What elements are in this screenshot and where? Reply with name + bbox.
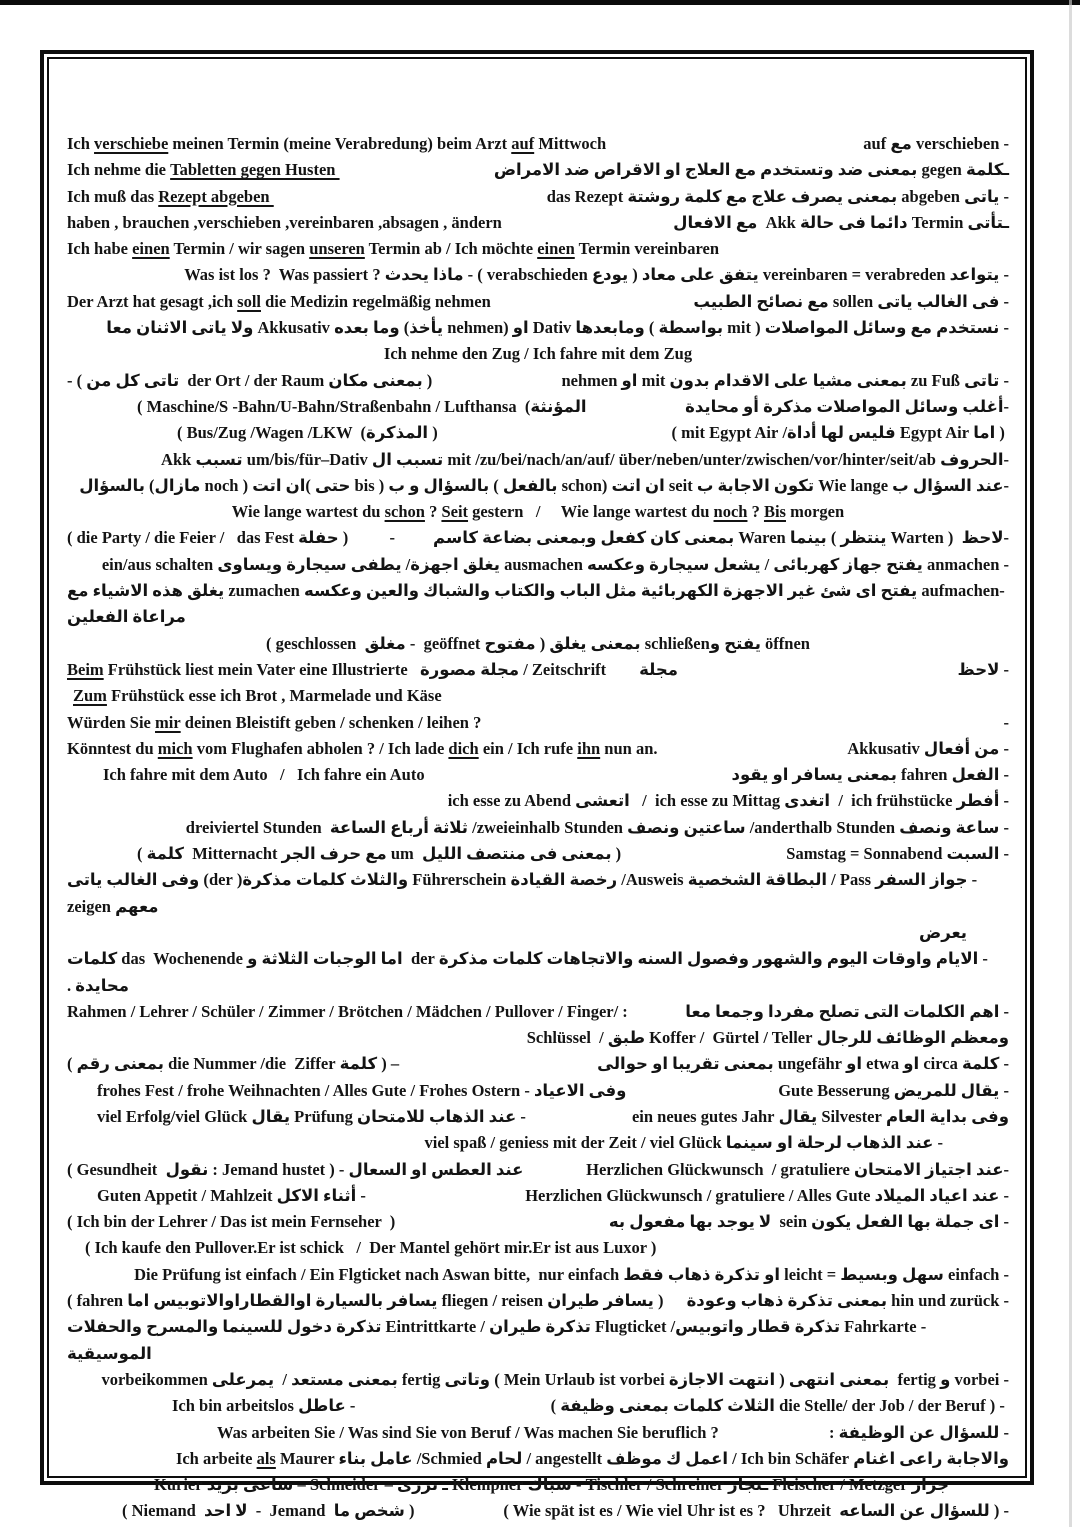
text-segment: - ( die Stelle/ der Job / der Beruf الثلاث كلمات بمعنى وظيفة ) [550,1396,1005,1416]
text-segment: Beim [67,659,104,679]
text-segment [1005,1396,1009,1415]
text-line [67,1130,1009,1156]
text-segment: ( Bus/Zug /Wagen /LKW (المذكرة ) [177,423,438,443]
text-line [67,1262,1009,1288]
text-segment: ( كلمة Mitternacht مع حرف الجر um بمعنى فى منتصف الليل ) [137,844,622,864]
document-inner-border [47,57,1027,1521]
text-line [67,841,1009,867]
text-group [154,1472,949,1498]
text-segment: - يقال للمريض [893,1080,1009,1100]
text-line [67,920,1009,946]
text-segment: ein / Ich rufe [478,738,578,758]
text-line [67,657,1009,683]
scan-edge-top [0,0,1080,5]
text-line [67,1157,1009,1183]
text-group [527,1025,1009,1051]
text-segment: - [1003,712,1009,732]
text-segment: Könntest du [67,738,158,758]
text-line [67,710,1009,736]
text-segment: -aufmachen يفتح اى شئ غير الاجهزة الكهربائية مثل الباب والكتاب والشباك والعين وعكسه zumachen يغلق هذه الاشياء مع مراعاة الفعلين [67,581,1009,627]
text-segment: -الحروف mit /zu/bei/nach/an/auf/ über/neben/unter/zwischen/vor/hinter/seit/ab تسبب ال um/bis/für–Dativ تسبب Akk [161,449,1009,469]
text-group [786,841,1009,867]
text-group [137,394,587,420]
text-segment: Tabletten gegen Husten [170,160,340,180]
text-group [433,525,1009,551]
text-segment: Ich nehme die [67,160,171,180]
text-group [1004,710,1010,736]
text-group [67,236,719,262]
text-segment: soll [237,291,261,311]
text-line [67,210,1009,236]
text-line [67,1025,1009,1051]
text-group [134,1262,1009,1288]
text-segment: ـكلمة gegen بمعنى ضد وتستخدم مع العلاج او الاقراص ضد الامراض [493,160,1009,180]
text-line [67,1472,1009,1498]
text-group [67,999,628,1025]
text-line [67,184,1009,210]
text-segment: Seit [441,502,469,522]
text-line [67,315,1009,341]
text-group [97,1183,366,1209]
text-group [597,1051,1009,1077]
text-segment: deinen Bleistift geben / schenken / leihen ? [180,712,482,732]
text-group [586,1157,1009,1183]
text-segment: Frühstück liest mein Vater eine Illustrierte مجلة مصورة / Zeitschrift مجلة [103,659,679,679]
text-segment: Termin ab / Ich möchte [364,239,538,259]
text-line [67,736,1009,762]
text-line [67,525,1009,551]
text-group [172,1393,355,1419]
text-group [67,184,274,210]
text-group [67,710,481,736]
text-segment: meinen Termin (meine Verabredung) beim Arzt [168,134,512,153]
text-segment: ( Gesundheit نقول : Jemand hustet ) - عند العطس او السعال [67,1159,524,1179]
text-line [67,1288,1009,1314]
text-line [67,1393,1009,1419]
text-line [67,1498,1009,1524]
text-line [67,946,1009,999]
text-line [67,1235,1009,1261]
text-group [97,1078,626,1104]
text-segment: Zum [73,686,107,706]
text-segment: als [256,1448,276,1468]
text-group [97,1104,526,1130]
text-segment: Herzlichen Glückwunsch / gratuliere / Alles Gute [525,1185,871,1205]
text-group [67,157,340,183]
text-group [494,157,1009,183]
text-segment: noch [713,502,748,522]
text-line [67,1078,1009,1104]
text-segment: ? [424,502,442,522]
text-group [551,1393,1009,1419]
text-segment: ( die Party / die Feier / das Fest حفلة ) - [67,528,395,548]
text-line [67,867,1009,920]
text-group [919,920,967,946]
text-line [67,447,1009,473]
text-segment: dich [448,738,479,758]
text-group [176,1446,1009,1472]
text-segment [1005,423,1009,442]
text-group [547,184,1009,210]
text-line [67,788,1009,814]
text-segment: - عند الذهاب لرحلة او سينما viel spaß / geniess mit der Zeit / viel Glück [424,1133,943,1153]
text-line [67,552,1009,578]
text-group [106,315,1009,341]
text-segment: - Fahrkarte تذكرة قطار واتوبيس/ Flugticket تذكرة طيران / Eintrittkarte تذكرة دخول للسينما والمسرح والحفلات الموسيقية [67,1317,931,1363]
text-line [67,420,1009,446]
text-segment: ihn [577,738,601,758]
text-segment: ( Niemand لا احد - Jemand شخص ما ) [122,1501,415,1521]
text-line [67,1104,1009,1130]
text-segment: Ich nehme den Zug / Ich fahre mit dem Zug [383,344,693,364]
text-segment: - اى جملة بها الفعل يكون sein لا يوجد بها مفعول به [608,1212,1009,1232]
text-segment: - اهم الكلمات التى تصلح مفردا وجمعا معا [685,1001,1009,1021]
text-segment: ( Ich kaufe den Pullover.Er ist schick / Der Mantel gehört mir.Er ist aus Luxor ) [85,1238,657,1258]
text-group [685,394,1009,420]
text-segment: - hin und zurück بمعنى تذكرة ذهاب وعودة [686,1291,1009,1311]
text-group [503,1498,1009,1524]
text-segment: - جواز السفر Pass / البطاقة الشخصية Ausweis/ رخصة القيادة Führerschein والثلاث كلمات مذكرة( der) وفى الغالب ياتى معهم zeigen [67,870,982,916]
text-line [67,1051,1009,1077]
text-segment: ( اما Egypt Air فليس لها أداة/ mit Egypt Air ) [671,423,1005,443]
text-group [958,657,1009,683]
text-group [67,1209,395,1235]
text-group [67,1157,523,1183]
text-group [85,1235,656,1261]
text-group [122,1498,415,1524]
text-line [67,394,1009,420]
text-line [67,236,1009,262]
text-segment: morgen [785,502,845,522]
text-segment: - للسؤال عن الوظيفة : [828,1422,1009,1442]
text-group [67,1051,399,1077]
text-segment: Ich habe [67,239,133,259]
text-segment: Mittwoch [534,134,607,153]
text-group [778,1078,1009,1104]
text-segment: - يتواعد vereinbaren = verabreden يتفق على معاد ( يودع verabschieden ) - ماذا يحدث ? Was ist los ? Was passiert [184,265,1009,285]
text-segment: - كلمة circa او etwa او ungefähr بمعنى تقريبا او حوالى [597,1054,1009,1074]
text-segment: - vorbei و fertig بمعنى انتهى ( انتهت الاجازة Mein Urlaub ist vorbei ) وتاتى fertig بمعنى مستعد / يمرعلى vorbeikommen [101,1369,1009,1389]
text-segment: - فى الغالب ياتى sollen مع نصائح الطبيب [693,291,1009,311]
text-segment: ( fahren يسافر بالسيارة اوالقطاراوالاتوبيس اما fliegen / reisen يسافر طيران ) [67,1291,664,1311]
text-group [693,289,1009,315]
text-line [67,578,1009,631]
text-group [67,525,395,551]
text-segment: auf [511,134,535,153]
text-segment: einen [537,239,575,259]
text-segment: - verschieben مع auf [863,134,1009,153]
text-line [67,341,1009,367]
text-segment: schon [384,502,425,522]
text-group [102,552,1009,578]
text-group [67,131,606,157]
text-group [829,1420,1009,1446]
text-line [67,289,1009,315]
text-segment: – ( كلمة die Nummer /die Ziffer بمعنى رقم ) [67,1054,400,1074]
text-line [67,368,1009,394]
text-segment: mir [155,712,181,732]
text-line [67,1314,1009,1367]
text-segment: - الفعل fahren بمعنى يسافر او يقود [731,765,1009,785]
text-segment: ( Ich bin der Lehrer / Das ist mein Fernseher ) [67,1212,396,1232]
text-group [525,1183,1009,1209]
text-segment: einen [132,239,170,259]
text-line [67,1367,1009,1393]
text-segment: - أثناء الاكل [276,1185,366,1205]
text-segment: - تاتى zu Fuß بمعنى مشيا على الاقدام بدون mit او nehmen [561,370,1009,390]
text-group [67,1314,1009,1367]
text-segment: والاجابة راعى اغنام Ich bin Schäfer / اعمل ك موظف angestellt / لحام Schmied/ عامل بناء [338,1448,1009,1468]
text-segment: Ich [67,134,95,153]
text-group [672,420,1009,446]
text-segment: -لاحظ ( Warten ينتظر ) بينما Waren بمعنى كان كفعل وبمعنى بضاعة كاسم [433,528,1009,548]
text-group [384,341,692,367]
text-group [101,1367,1009,1393]
text-group [266,631,810,657]
text-segment: die Medizin regelmäßig nehmen [261,291,491,311]
text-segment: Ich muß das [67,186,159,206]
text-segment: Würden Sie [67,712,156,732]
scan-artifact-line [1069,0,1072,1527]
text-line [67,762,1009,788]
text-segment: ( Wie spät ist es / Wie viel Uhr ist es ? Uhrzeit للسؤال عن الساعه ) - [503,1501,1009,1521]
text-group [425,1130,944,1156]
text-group [685,999,1009,1025]
text-segment: Ich fahre mit dem Auto / Ich fahre ein Auto [103,765,425,785]
text-segment: ومعظم الوظائف للرجال Koffer / Gürtel / Teller طبق / Schlüssel [526,1028,1009,1048]
text-line [67,262,1009,288]
text-group [177,420,438,446]
text-group [863,131,1009,157]
text-segment: Wie lange wartest du [231,502,385,522]
text-segment: - einfach سهل وبسيط = leicht او تذكرة ذهاب فقط Die Prüfung ist einfach / Ein Flgticket nach Aswan bitte, nur einfach [134,1264,1009,1284]
text-segment: -عند اجتياز الامتحان [853,1159,1009,1179]
text-segment: ـتأتى Termin دائما فى حالة Akk مع الافعال [673,212,1009,232]
text-segment: Guten Appetit / Mahlzeit [97,1185,273,1205]
text-segment: -عند السؤال ب Wie lange تكون الاجابة ب seit ان اتت (schon بالفعل ) بالسؤال و ب ( bis حتى )ان اتت ( noch مازال) بالسؤال [79,475,1009,495]
text-segment: Ich arbeite [175,1448,257,1468]
text-segment: ? [747,502,764,522]
text-segment: frohes Fest / frohe Weihnachten / Alles Gute / Frohes Ostern [97,1080,521,1100]
text-group [232,499,844,525]
text-segment: Der Arzt hat gesagt ,ich [67,291,238,311]
text-group [632,1104,1009,1130]
text-line [67,1183,1009,1209]
text-segment: - وفى الاعياد [520,1080,627,1100]
text-group [73,683,442,709]
text-segment: - الايام واوقات اليوم والشهور وفصول السنه والاتجاهات كلمات مذكرة der اما الوجبات الثلاثة و das Wochenende كلمات محايدة . [67,949,997,995]
text-group [67,289,491,315]
text-line [67,131,1009,157]
text-segment: gestern / Wie lange wartest du [468,502,714,522]
text-segment: Was arbeiten Sie / Was sind Sie von Beruf / Was machen Sie beruflich ? [217,1422,719,1442]
text-segment: haben , brauchen ,verschieben ,vereinbaren ,absagen , ändern [67,212,502,232]
text-segment: Gute Besserung [778,1080,890,1100]
text-line [67,1209,1009,1235]
text-group [67,210,502,236]
text-group [67,736,658,762]
text-segment: يعرض [919,922,967,942]
text-segment: Maurer [275,1448,339,1468]
text-segment: Bis [763,502,786,522]
text-line [67,815,1009,841]
text-group [67,657,678,683]
text-line [67,1446,1009,1472]
text-line [67,999,1009,1025]
text-group [103,762,425,788]
text-segment: - نستخدم مع وسائل المواصلات ( mit بواسطة ) ومابعدها Dativ او (nehmen يأخذ) وما بعده Akkusativ ولا ياتى الاثنان معا [106,318,1009,338]
text-segment: Ich bin arbeitslos [172,1396,294,1416]
text-group [67,368,432,394]
text-segment: - عند اعياد الميلاد [874,1185,1009,1205]
text-segment: - ياتى abgeben بمعنى يصرف علاج مع كلمة روشتة das Rezept [546,186,1009,206]
text-group [448,788,1009,814]
text-segment: - anmachen يفتح جهاز كهربائى / يشعل سيجارة وعكسه ausmachen يغلق اجهزة/ يطفى سيجارة ويساوى ein/aus schalten [101,554,1009,574]
text-group [562,368,1010,394]
document-outer-border [40,50,1034,1521]
text-segment: öffnen يفتح وschließen بمعنى يغلق ( مفتوح geöffnet - مغلق geschlossen ) [266,633,810,653]
text-group [687,1288,1009,1314]
text-segment: vom Flughafen abholen ? / Ich lade [192,738,449,758]
text-segment: Rahmen / Lehrer / Schüler / Zimmer / Brötchen / Mädchen / Pullover / Finger/ : [67,1001,628,1021]
text-segment: unseren [309,239,365,259]
text-segment: وفى بداية العام Silvester يقال ein neues gutes Jahr [631,1106,1009,1126]
text-group [186,815,1009,841]
text-segment: viel Erfolg/viel Glück يقال Prüfung عند الذهاب للامتحان - [97,1106,526,1126]
text-segment: verschiebe [94,134,169,153]
text-group [217,1420,719,1446]
text-line [67,1420,1009,1446]
text-segment: Frühstück esse ich Brot , Marmelade und Käse [106,686,442,706]
text-group [79,473,1009,499]
text-segment: - ( تاتى كل من der Ort / der Raum بمعنى مكان ) [67,370,433,390]
text-group [161,447,1009,473]
text-group [67,946,1009,999]
text-segment: - لاحظ [957,659,1009,679]
text-segment: ( Maschine/S -Bahn/U-Bahn/Straßenbahn / Lufthansa (المؤنثة [137,396,587,416]
text-group [673,210,1009,236]
text-group [67,1288,663,1314]
text-line [67,683,1009,709]
text-group [847,736,1009,762]
text-group [67,867,1009,920]
text-line [67,473,1009,499]
text-segment: - السبت Samstag = Sonnabend [786,844,1009,864]
text-segment: Termin / wir sagen [169,239,310,259]
text-line [67,157,1009,183]
text-segment: - من أفعال Akkusativ [847,738,1009,758]
text-group [731,762,1009,788]
text-group [137,841,621,867]
text-segment: nun an. [600,738,658,758]
text-segment: Rezept abgeben [158,186,274,206]
text-segment: Herzlichen Glückwunsch / gratuliere [586,1159,850,1179]
text-group [184,262,1009,288]
text-segment: - عاطل [298,1396,356,1416]
text-segment: - أفطر ich frühstücke / اتغدى ich esse zu Mittag / اتعشى ich esse zu Abend [447,791,1009,811]
text-segment: جزار Fleischer / Metzger ـنجار Tischler / Schreiner - سباك Klempner ـ ترزى – Schneider – ساعى بريد Kurier [153,1475,949,1495]
text-segment: mich [157,738,193,758]
text-group [609,1209,1009,1235]
text-group [67,578,1009,631]
text-line [67,631,1009,657]
text-line [67,499,1009,525]
text-segment: -أغلب وسائل المواصلات مذكرة أو محايدة [685,396,1009,416]
document-lines [67,131,1009,1525]
text-segment: Termin vereinbaren [574,239,720,259]
text-segment: - ساعة ونصف anderthalb Stunden/ ساعتين ونصف zweieinhalb Stunden/ ثلاثة أرباع الساعة dreiviertel Stunden [185,817,1009,837]
